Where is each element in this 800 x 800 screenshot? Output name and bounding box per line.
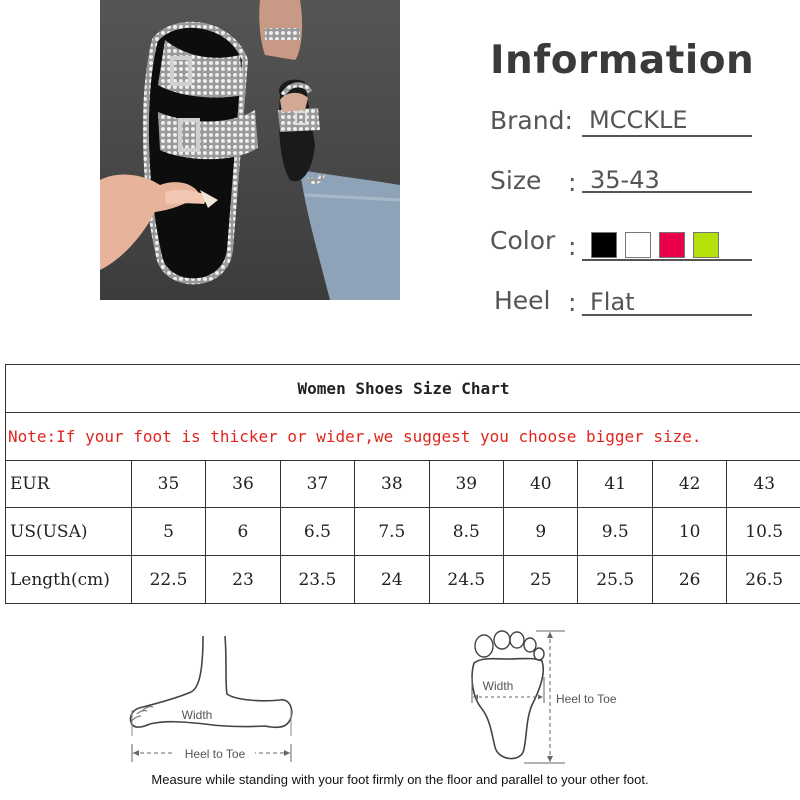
measure-caption: Measure while standing with your foot firmly on the floor and parallel to your other foot. [151,772,649,787]
info-title: Information [490,38,755,83]
side-width-label: Width [181,708,213,722]
size-chart-table [5,364,800,604]
size-chart-cell: 39 [429,460,503,508]
size-chart-cell: 40 [504,460,578,508]
size-chart-cell: 42 [652,460,726,508]
size-chart-cell: 7.5 [355,508,429,556]
size-chart-row-label: EUR [6,460,132,508]
color-underline [582,259,752,261]
color-label: Color [490,226,556,255]
size-chart-cell: 35 [131,460,205,508]
sole-width-label: Width [482,679,514,693]
heel-label: Heel [494,286,551,315]
color-swatch-black[interactable] [591,232,617,258]
size-chart-cell: 41 [578,460,652,508]
size-chart-cell: 9.5 [578,508,652,556]
size-chart-row-label: Length(cm) [6,556,132,604]
size-chart-cell: 25.5 [578,556,652,604]
size-chart-cell: 9 [504,508,578,556]
size-underline [582,191,752,193]
heel-value: Flat [590,288,635,316]
side-heel-to-toe-label: Heel to Toe [184,747,246,761]
sole-foot-diagram [462,627,642,767]
brand-label: Brand: [490,106,573,135]
size-chart-cell: 6 [206,508,280,556]
brand-value: MCCKLE [589,106,688,134]
color-swatch-lime[interactable] [693,232,719,258]
size-chart-note: Note:If your foot is thicker or wider,we suggest you choose bigger size. [6,412,800,460]
color-swatch-pink[interactable] [659,232,685,258]
side-foot-diagram [125,632,305,767]
size-chart-cell: 5 [131,508,205,556]
size-chart-cell: 8.5 [429,508,503,556]
size-chart-cell: 24.5 [429,556,503,604]
size-chart-row-label: US(USA) [6,508,132,556]
size-chart-cell: 26.5 [727,556,800,604]
color-swatch-white[interactable] [625,232,651,258]
size-chart-title-row [6,365,800,413]
size-chart-cell: 43 [727,460,800,508]
sole-heel-to-toe-label: Heel to Toe [556,692,617,706]
heel-colon: : [568,288,577,317]
size-colon: : [568,168,577,197]
size-chart-cell: 6.5 [280,508,354,556]
size-label: Size [490,166,542,195]
size-chart-cell: 24 [355,556,429,604]
size-chart-note-row [6,412,800,460]
size-value: 35-43 [590,166,660,194]
size-chart-cell: 36 [206,460,280,508]
size-chart-cell: 26 [652,556,726,604]
size-chart-row [6,556,800,604]
size-chart-cell: 23 [206,556,280,604]
size-chart-cell: 38 [355,460,429,508]
color-colon: : [568,232,577,261]
brand-underline [582,135,752,137]
size-chart-cell: 23.5 [280,556,354,604]
size-chart-cell: 10 [652,508,726,556]
size-chart-title: Women Shoes Size Chart [6,365,800,413]
product-photo [100,0,400,300]
heel-underline [582,314,752,316]
size-chart-row [6,508,800,556]
size-chart-cell: 10.5 [727,508,800,556]
size-chart-row [6,460,800,508]
size-chart-cell: 22.5 [131,556,205,604]
size-chart-cell: 37 [280,460,354,508]
size-chart-cell: 25 [504,556,578,604]
